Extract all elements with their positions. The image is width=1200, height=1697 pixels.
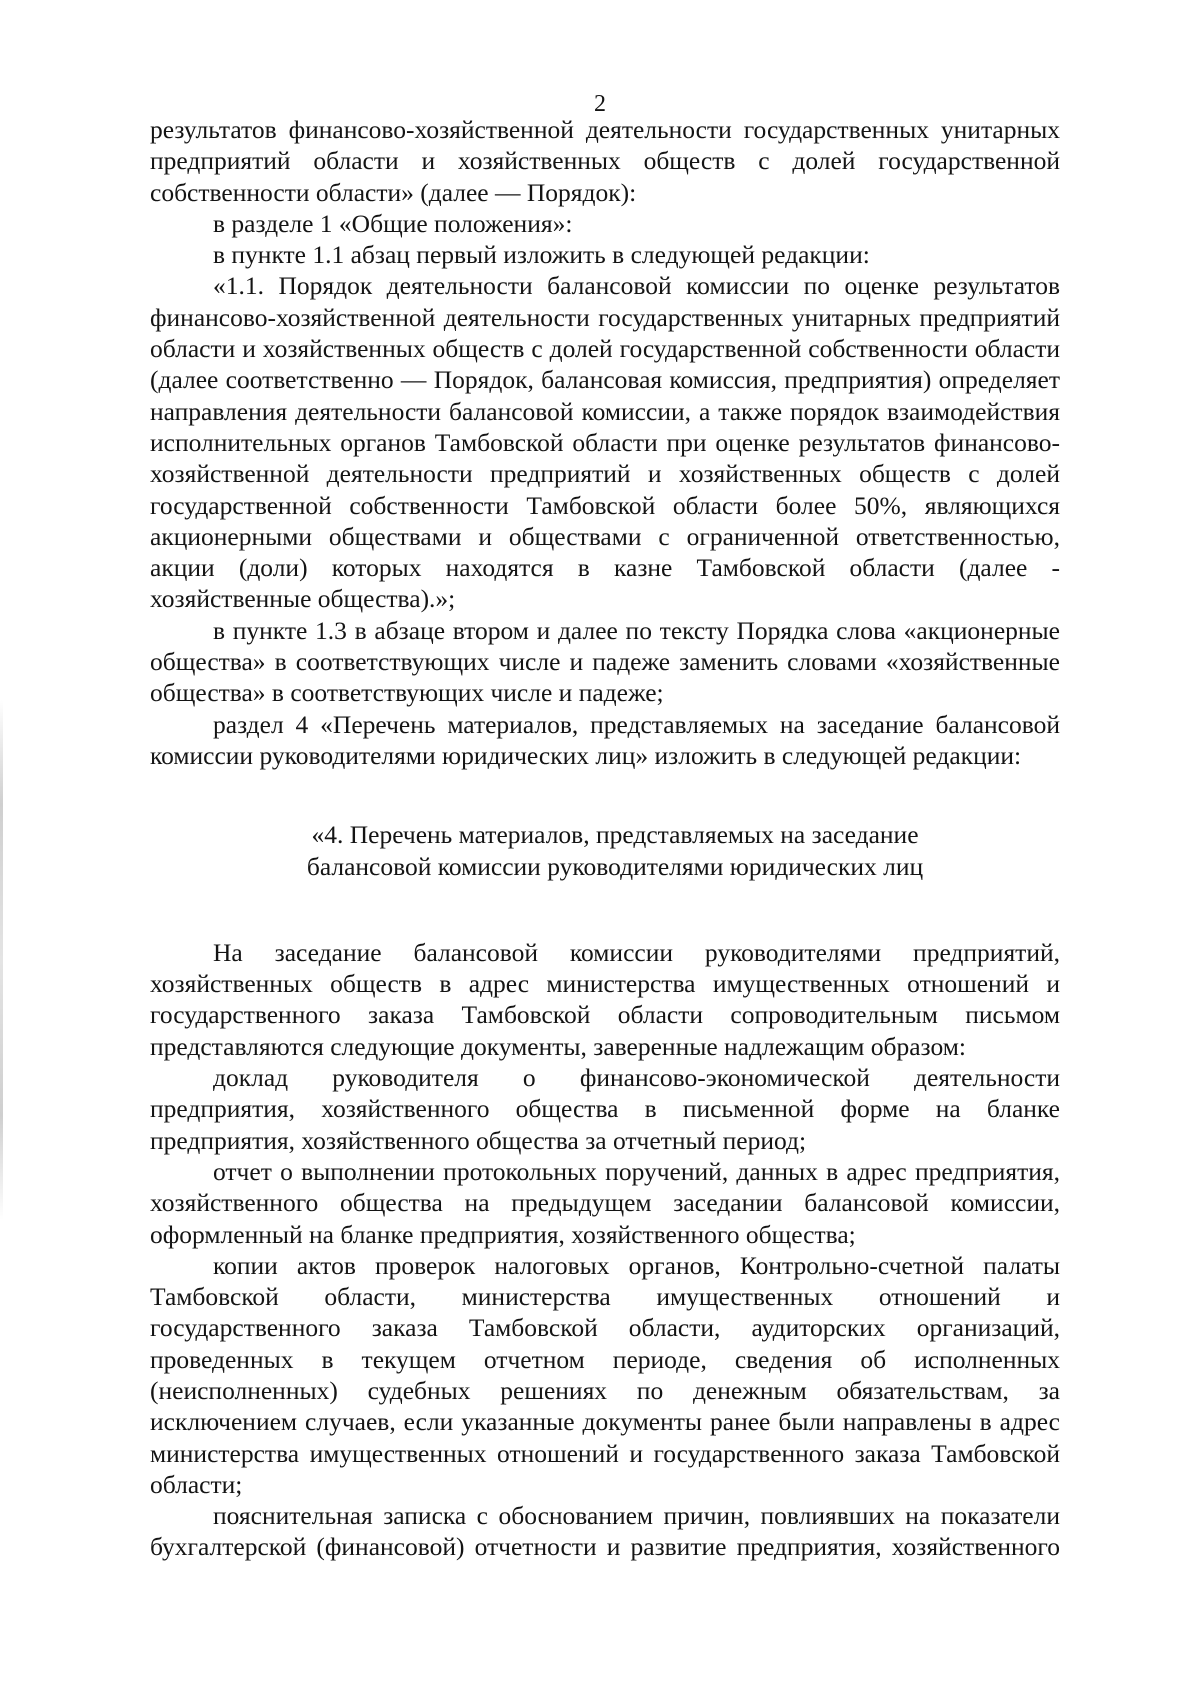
paragraph: копии актов проверок налоговых органов, Контрольно-счетной палаты Тамбовской области, министерства имущественных отношений и государственного заказа Тамбовской области, аудиторских организаций, проведенных в текущем отчетном периоде, сведения об исполненных (неисполненных) судебных решениях по денежным обязательствам, за исключением случаев, если указанные документы ранее были направлены в адрес министерства имущественных отношений и государственного заказа Тамбовской области;	[150, 1250, 1060, 1499]
paragraph: в пункте 1.1 абзац первый изложить в следующей редакции:	[213, 240, 870, 270]
paragraph: пояснительная записка с обоснованием причин, повлиявших на показатели бухгалтерской (финансовой) отчетности и развитие предприятия, хозяйственного	[150, 1501, 1060, 1562]
paragraph: результатов финансово-хозяйственной деятельности государственных унитарных предприятий области и хозяйственных обществ с долей государственной собственности области» (далее — Порядок):	[150, 115, 1060, 207]
paragraph: доклад руководителя о финансово-экономической деятельности предприятия, хозяйственного общества в письменной форме на бланке предприятия, хозяйственного общества за отчетный период;	[150, 1063, 1060, 1155]
section-title-line: «4. Перечень материалов, представляемых на заседание	[311, 820, 919, 850]
paragraphs-before	[150, 114, 1060, 771]
paragraph: в разделе 1 «Общие положения»:	[213, 208, 573, 238]
page-number: 2	[594, 91, 606, 117]
document-body	[150, 114, 1060, 1563]
scan-edge-artifact	[0, 700, 3, 1220]
section-title	[150, 819, 1060, 882]
paragraph: раздел 4 «Перечень материалов, представляемых на заседание балансовой комиссии руководителями юридических лиц» изложить в следующей редакции:	[150, 709, 1060, 770]
paragraph: На заседание балансовой комиссии руководителями предприятий, хозяйственных обществ в адрес министерства имущественных отношений и государственного заказа Тамбовской области сопроводительным письмом представляются следующие документы, заверенные надлежащим образом:	[150, 937, 1060, 1061]
paragraph: отчет о выполнении протокольных поручений, данных в адрес предприятия, хозяйственного общества на предыдущем заседании балансовой комиссии, оформленный на бланке предприятия, хозяйственного общества;	[150, 1156, 1060, 1249]
section-title-line: балансовой комиссии руководителями юридических лиц	[306, 851, 924, 881]
paragraph: «1.1. Порядок деятельности балансовой комиссии по оценке результатов финансово-хозяйственной деятельности государственных унитарных предприятий области и хозяйственных обществ с долей государственной собственности области (далее соответственно — Порядок, балансовая комиссия, предприятия) определяет направления деятельности балансовой комиссии, а также порядок взаимодействия исполнительных органов Тамбовской области при оценке результатов финансово-хозяйственной деятельности предприятий и хозяйственных обществ с долей государственной собственности Тамбовской области более 50%, являющихся акционерными обществами и обществами с ограниченной ответственностью, акции (доли) которых находятся в казне Тамбовской области (далее - хозяйственные общества).»;	[150, 271, 1060, 614]
paragraph: в пункте 1.3 в абзаце втором и далее по тексту Порядка слова «акционерные общества» в соответствующих числе и падеже заменить словами «хозяйственные общества» в соответствующих числе и падеже;	[150, 615, 1060, 708]
paragraphs-after	[150, 937, 1060, 1563]
